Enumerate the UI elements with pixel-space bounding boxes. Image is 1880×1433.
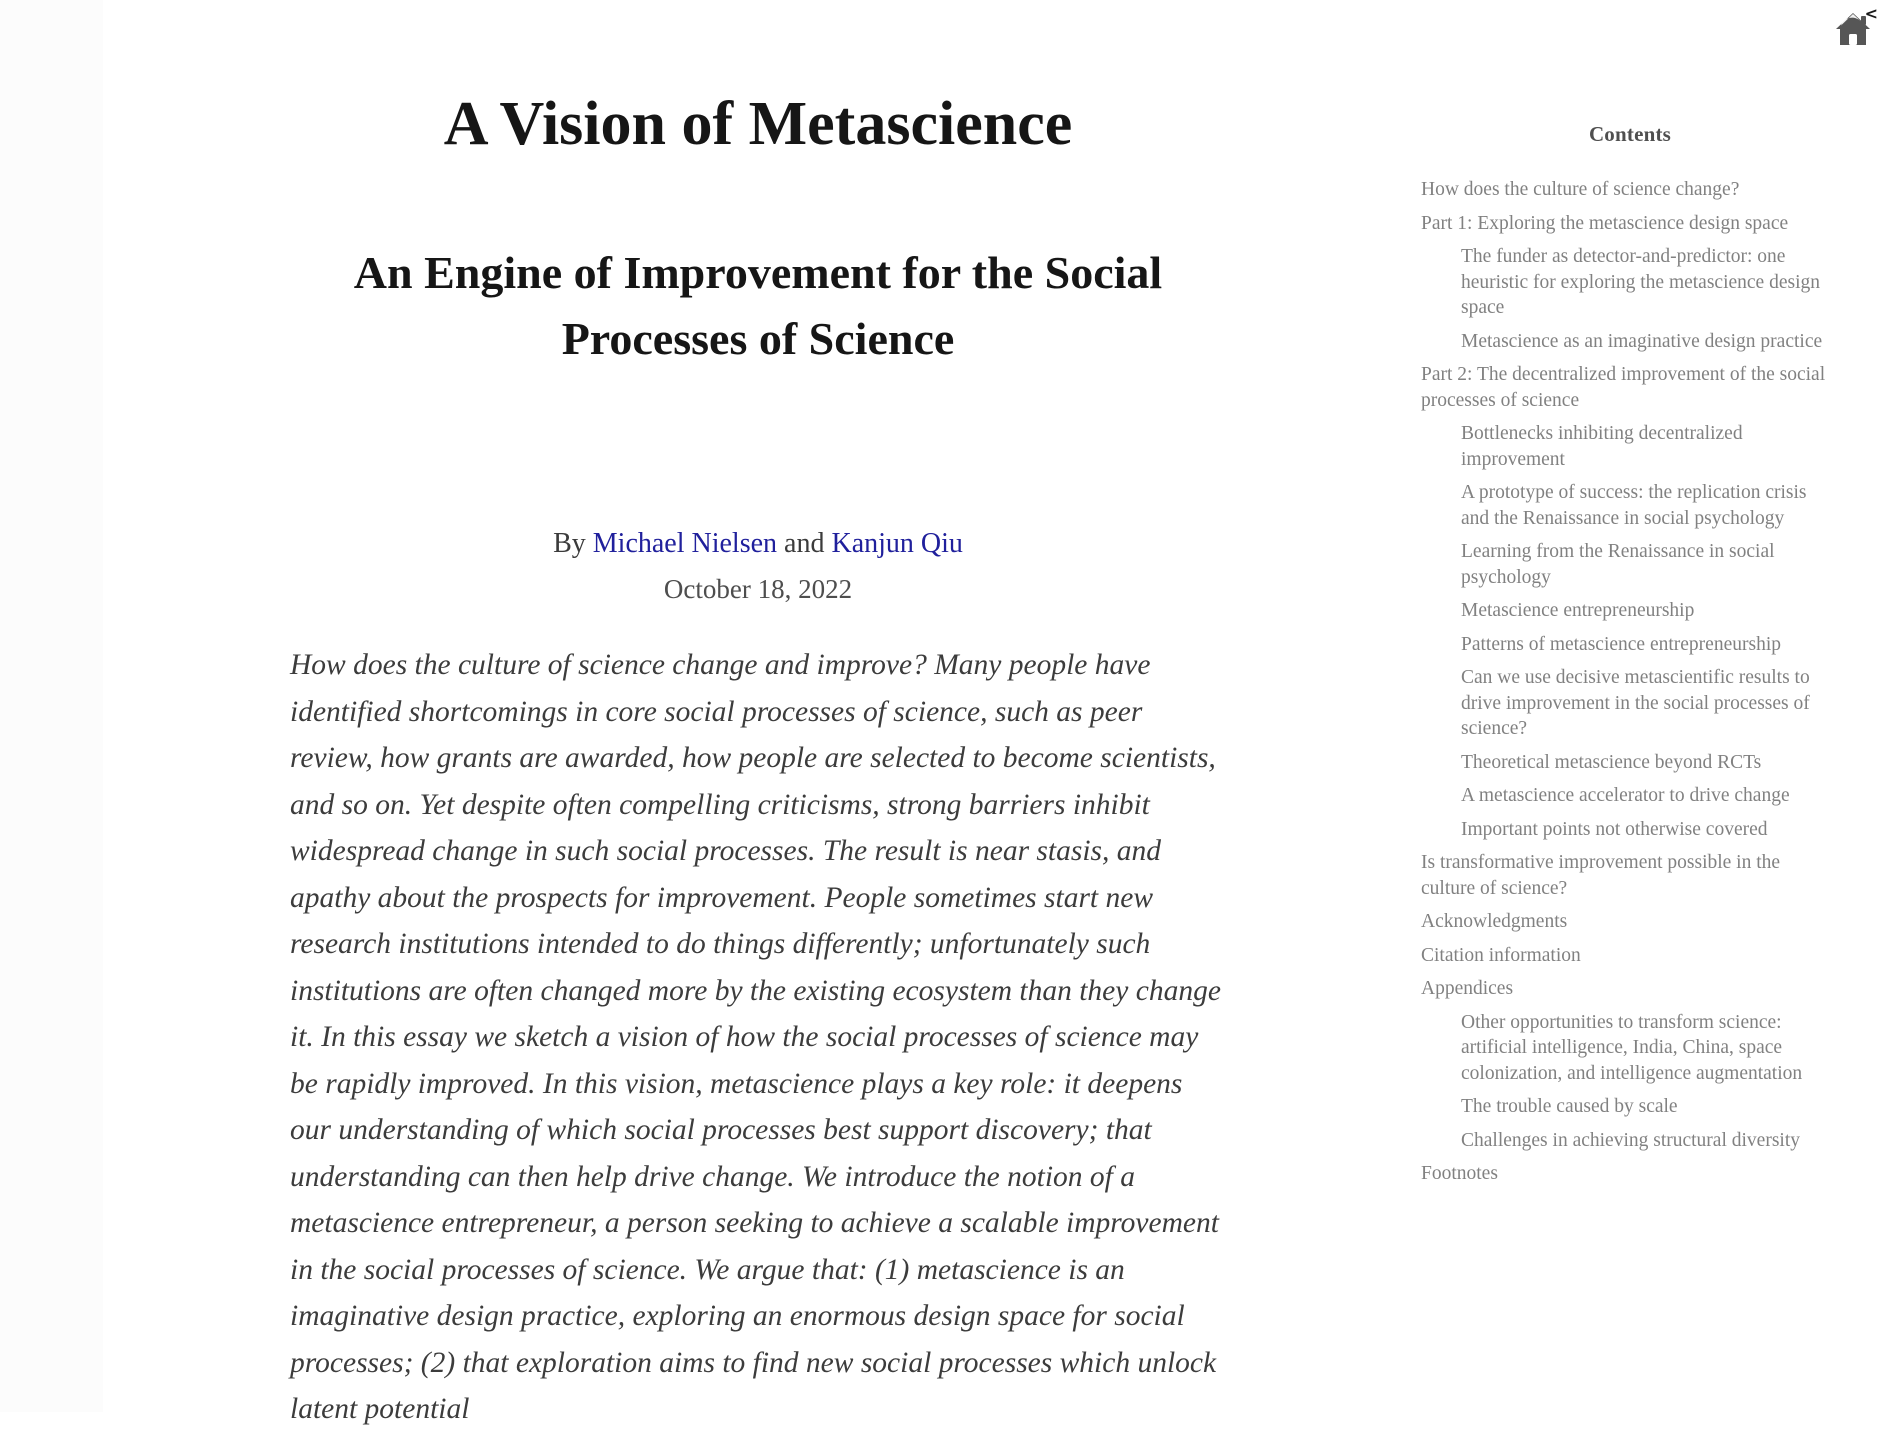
byline bbox=[288, 528, 1228, 560]
toc-item[interactable]: A metascience accelerator to drive change bbox=[1461, 785, 1790, 806]
toc-item[interactable]: The trouble caused by scale bbox=[1461, 1096, 1678, 1117]
toc-item[interactable]: How does the culture of science change? bbox=[1421, 179, 1740, 200]
toc-item[interactable]: A prototype of success: the replication crisis and the Renaissance in social psychology bbox=[1461, 482, 1807, 529]
toc-item[interactable]: Can we use decisive metascientific results to drive improvement in the social processes of science? bbox=[1461, 667, 1810, 739]
toc-item[interactable]: Acknowledgments bbox=[1421, 911, 1568, 932]
toc-item[interactable]: Theoretical metascience beyond RCTs bbox=[1461, 751, 1762, 773]
toc-item[interactable]: Important points not otherwise covered bbox=[1461, 818, 1768, 840]
toc-item[interactable]: Appendices bbox=[1421, 978, 1514, 999]
abstract-paragraph: How does the culture of science change and improve? Many people have identified shortcomings in core social processes of science, such as peer review, how grants are awarded, how people are selected to become scientists, and so on. Yet despite often compelling criticisms, strong barriers inhibit widespread change in such social processes. The result is near stasis, and apathy about the prospects for improvement. People sometimes start new research institutions intended to do things differently; unfortunately such institutions are often changed more by the existing ecosystem than they change it. In this essay we sketch a vision of how the social processes of science may be rapidly improved. In this vision, metascience plays a key role: it deepens our understanding of which social processes best support discovery; that understanding can then help drive change. We introduce the notion of a metascience entrepreneur, a person seeking to achieve a scalable improvement in the social processes of science. We argue that: (1) metascience is an imaginative design practice, exploring an enormous design space for social processes; (2) that exploration aims to find new social processes which unlock latent potential bbox=[290, 649, 1221, 1425]
toc-heading: Contents bbox=[1588, 122, 1672, 146]
author-link-michael-nielsen[interactable]: Michael Nielsen bbox=[592, 528, 778, 559]
article-subtitle-line-1: An Engine of Improvement for the Social bbox=[353, 247, 1163, 298]
byline-prefix: By bbox=[553, 528, 586, 559]
toc-item[interactable]: Part 1: Exploring the metascience design space bbox=[1421, 212, 1789, 234]
author-link-kanjun-qiu[interactable]: Kanjun Qiu bbox=[831, 528, 963, 559]
toc-item[interactable]: The funder as detector-and-predictor: one heuristic for exploring the metascience design space bbox=[1461, 246, 1820, 318]
byline-conjunction: and bbox=[784, 528, 825, 559]
table-of-contents bbox=[1421, 122, 1839, 1195]
article-subtitle-line-2: Processes of Science bbox=[561, 313, 955, 364]
toc-item[interactable]: Metascience entrepreneurship bbox=[1461, 600, 1695, 621]
toc-item[interactable]: Footnotes bbox=[1421, 1163, 1498, 1184]
article-title: A Vision of Metascience bbox=[443, 90, 1073, 158]
toc-item[interactable]: Bottlenecks inhibiting decentralized improvement bbox=[1461, 423, 1743, 470]
toc-list bbox=[1421, 177, 1839, 1187]
toc-item[interactable]: Challenges in achieving structural diversity bbox=[1461, 1129, 1800, 1151]
page-left-margin bbox=[0, 0, 103, 1412]
toc-item[interactable]: Citation information bbox=[1421, 944, 1581, 966]
publication-date: October 18, 2022 bbox=[663, 574, 853, 604]
collapse-chevron-icon[interactable]: < bbox=[1864, 4, 1878, 23]
toc-item[interactable]: Metascience as an imaginative design practice bbox=[1461, 330, 1823, 352]
toc-item[interactable]: Part 2: The decentralized improvement of the social processes of science bbox=[1421, 364, 1826, 411]
article-subtitle bbox=[288, 240, 1228, 372]
toc-item[interactable]: Is transformative improvement possible in the culture of science? bbox=[1421, 852, 1781, 899]
toc-item[interactable]: Other opportunities to transform science: artificial intelligence, India, China, space colonization, and intelligence augmentation bbox=[1461, 1011, 1803, 1084]
toc-item[interactable]: Patterns of metascience entrepreneurship bbox=[1461, 633, 1781, 655]
toc-item[interactable]: Learning from the Renaissance in social psychology bbox=[1461, 541, 1775, 588]
